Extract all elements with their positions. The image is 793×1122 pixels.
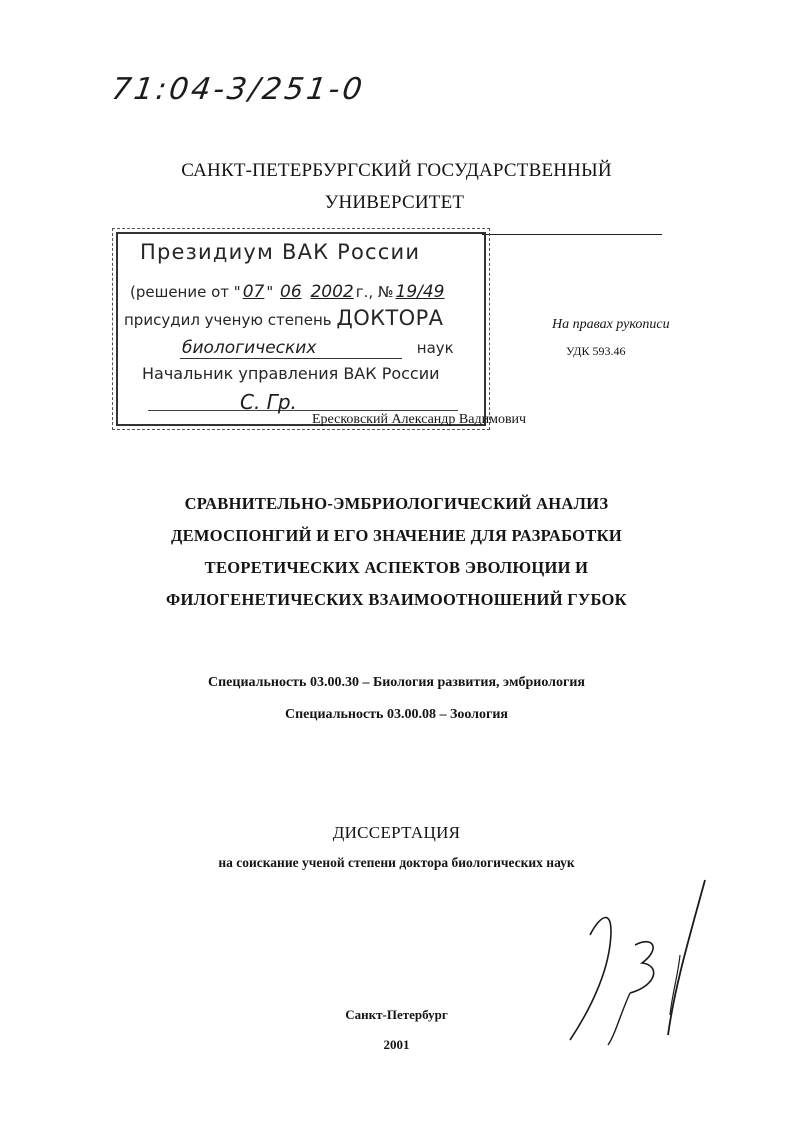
- stamp-field-line: [180, 338, 454, 359]
- udk-code: УДК 593.46: [566, 344, 626, 358]
- stamp-decision-month: 06: [280, 282, 302, 302]
- stamp-decision-year: 2002: [310, 282, 354, 302]
- stamp-field-handwritten: биологических: [180, 338, 402, 359]
- title-line-1: СРАВНИТЕЛЬНО-ЭМБРИОЛОГИЧЕСКИЙ АНАЛИЗ: [184, 494, 609, 513]
- degree-line: на соискание ученой степени доктора биологических наук: [218, 855, 575, 870]
- manuscript-note: На правах рукописи: [552, 317, 670, 332]
- document-type: ДИССЕРТАЦИЯ: [332, 823, 461, 842]
- archive-code: 71:04-3/251-0: [109, 72, 368, 107]
- specialty-2: Специальность 03.00.08 – Зоология: [284, 707, 509, 722]
- stamp-degree-word: ДОКТОРА: [336, 306, 444, 330]
- stamp-awarded-prefix: присудил ученую степень: [124, 311, 332, 329]
- title-line-2: ДЕМОСПОНГИЙ И ЕГО ЗНАЧЕНИЕ ДЛЯ РАЗРАБОТКИ: [170, 526, 623, 545]
- author-signature-icon: [560, 875, 720, 1050]
- author-name: Ересковский Александр Вадимович: [312, 412, 527, 427]
- specialty-1: Специальность 03.00.30 – Биология развития, эмбриология: [208, 675, 585, 690]
- stamp-signature-line: [148, 410, 458, 411]
- vak-stamp: [116, 232, 486, 426]
- year: 2001: [383, 1037, 410, 1052]
- header-rule: [482, 234, 662, 235]
- stamp-field-suffix: наук: [416, 339, 454, 357]
- stamp-signature: С. Гр.: [240, 390, 297, 414]
- stamp-title: Президиум ВАК России: [140, 240, 421, 264]
- stamp-awarded-line: [124, 306, 443, 330]
- title-line-3: ТЕОРЕТИЧЕСКИХ АСПЕКТОВ ЭВОЛЮЦИИ И: [204, 558, 589, 577]
- university-name-line2: УНИВЕРСИТЕТ: [324, 192, 465, 213]
- stamp-head: Начальник управления ВАК России: [142, 364, 440, 383]
- stamp-decision-day: 07: [242, 282, 265, 302]
- title-line-4: ФИЛОГЕНЕТИЧЕСКИХ ВЗАИМООТНОШЕНИЙ ГУБОК: [166, 590, 627, 609]
- stamp-decision-year-suffix: г., №: [355, 283, 394, 301]
- stamp-decision-number: 19/49: [395, 282, 445, 302]
- stamp-decision-prefix: (решение от: [130, 283, 230, 301]
- stamp-decision-line: (решение от " 07 " 06 2002 г., № 19/49: [130, 282, 445, 302]
- university-name-line1: САНКТ-ПЕТЕРБУРГСКИЙ ГОСУДАРСТВЕННЫЙ: [181, 160, 612, 181]
- city: Санкт-Петербург: [345, 1007, 448, 1022]
